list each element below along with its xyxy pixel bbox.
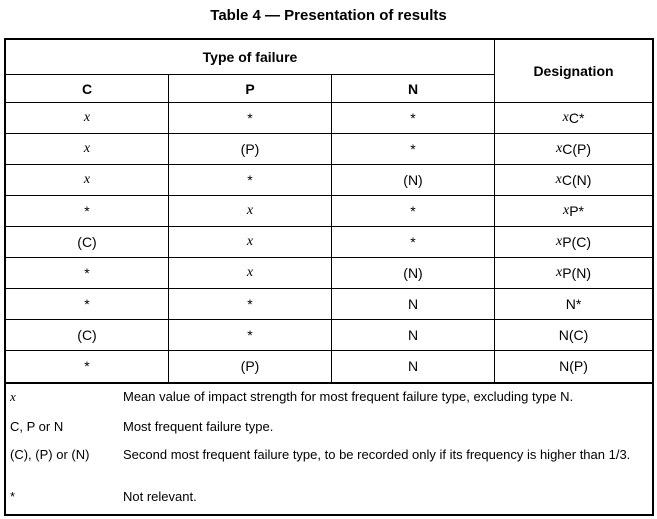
designation-code: C* [568, 110, 585, 126]
designation-variable: x [555, 172, 562, 187]
cell-p: x [246, 203, 254, 218]
cell-c: * [84, 296, 90, 312]
designation-code: N(P) [559, 358, 588, 374]
cell-p: * [247, 296, 253, 312]
footnote-term: * [10, 489, 16, 504]
designation-code: P(N) [562, 265, 591, 281]
cell-p: (P) [240, 358, 260, 374]
cell-c: x [83, 172, 91, 187]
footnote-definition: Mean value of impact strength for most frequent failure type, excluding type N. [123, 389, 574, 404]
cell-designation [495, 134, 652, 164]
designation-variable: x [556, 234, 563, 249]
footnote-definition: Not relevant. [123, 489, 197, 504]
cell-c: (C) [77, 234, 97, 250]
cell-c: * [84, 203, 90, 219]
footnote-definition: Most frequent failure type. [123, 419, 274, 434]
cell-n: * [410, 234, 416, 250]
designation-variable: x [556, 141, 563, 156]
cell-designation [495, 165, 652, 195]
cell-p: x [246, 234, 254, 249]
cell-p: * [247, 110, 253, 126]
cell-c: * [84, 265, 90, 281]
cell-n: (N) [403, 265, 423, 281]
cell-designation [495, 258, 652, 288]
cell-designation [495, 351, 652, 381]
header-col-p: P [245, 80, 255, 97]
cell-p: x [246, 265, 254, 280]
cell-c: (C) [77, 327, 97, 343]
cell-n: * [410, 141, 416, 157]
cell-p: (P) [240, 141, 260, 157]
cell-p: * [247, 172, 253, 188]
cell-p: * [247, 327, 253, 343]
cell-designation [495, 289, 652, 319]
table-title: Table 4 — Presentation of results [210, 7, 447, 24]
designation-variable: x [562, 110, 569, 125]
header-col-n: N [407, 80, 419, 97]
cell-n: N [407, 358, 419, 374]
footnote-term: C, P or N [10, 419, 64, 434]
cell-c: x [83, 141, 91, 156]
cell-designation [495, 103, 652, 133]
designation-variable: x [562, 203, 570, 218]
footnote-top-rule [6, 382, 652, 384]
cell-n: (N) [403, 172, 423, 188]
header-designation: Designation [533, 63, 614, 79]
cell-n: N [407, 327, 419, 343]
designation-variable: x [556, 265, 563, 280]
cell-designation [495, 227, 652, 257]
designation-code: C(N) [561, 172, 592, 188]
cell-n: N [407, 296, 419, 312]
cell-n: * [410, 203, 416, 219]
cell-designation [495, 320, 652, 350]
designation-code: N* [565, 296, 582, 312]
cell-c: * [84, 358, 90, 374]
designation-code: C(P) [562, 141, 591, 157]
footnote-definition: Second most frequent failure type, to be recorded only if its frequency is higher than 1/3. [123, 447, 631, 462]
header-type-of-failure: Type of failure [202, 49, 298, 65]
footnote-term: x [10, 389, 16, 404]
cell-c: x [83, 110, 91, 125]
results-table [4, 38, 654, 516]
designation-code: P(C) [562, 234, 591, 250]
header-col-c: C [81, 80, 93, 97]
designation-code: N(C) [558, 327, 589, 343]
cell-designation [495, 196, 652, 226]
cell-n: * [410, 110, 416, 126]
designation-code: P* [569, 203, 584, 219]
footnote-term: (C), (P) or (N) [10, 447, 90, 462]
